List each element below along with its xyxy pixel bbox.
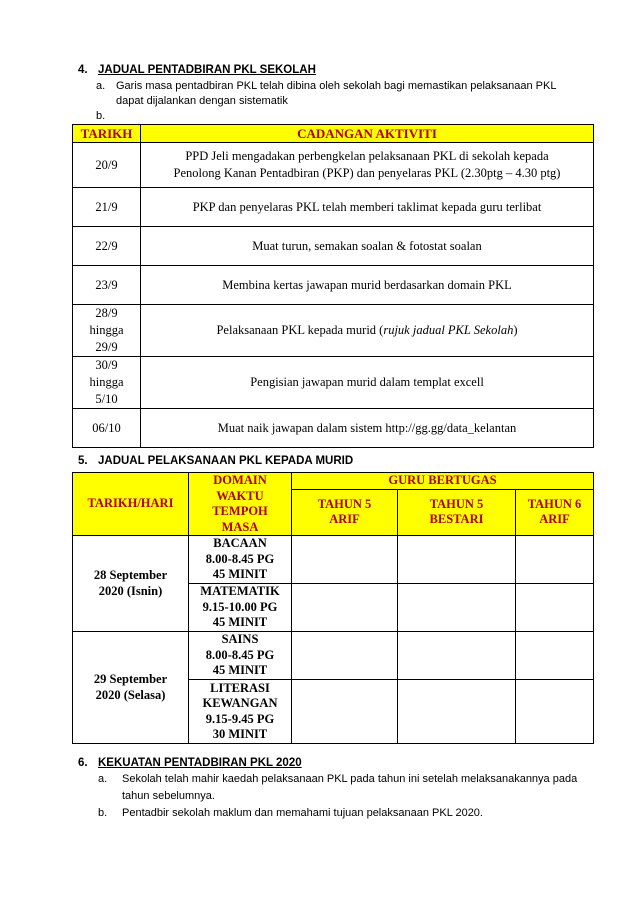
activity-cell: Pengisian jawapan murid dalam templat excell	[141, 357, 594, 409]
session-line: LITERASI	[210, 680, 270, 695]
header-tarikh: TARIKH	[73, 125, 141, 143]
session-line: 45 MINIT	[212, 567, 268, 582]
activity-cell	[141, 305, 594, 357]
date-line: 2020 (Selasa)	[95, 687, 166, 702]
date-line: 29 September	[93, 672, 168, 686]
teacher-cell	[516, 632, 594, 680]
section-6-title: KEKUATAN PENTADBIRAN PKL 2020	[98, 757, 302, 769]
date-cell: 23/9	[73, 266, 141, 305]
session-cell	[189, 680, 292, 744]
item-line: Pentadbir sekolah maklum dan memahami tujuan pelaksanaan PKL 2020.	[122, 807, 483, 819]
table-row	[73, 227, 594, 266]
section-5-heading	[78, 455, 353, 467]
teacher-cell	[292, 632, 398, 680]
teacher-cell	[292, 584, 398, 632]
item-letter: b.	[96, 110, 106, 122]
class-line: TAHUN 6	[527, 496, 582, 511]
session-line: SAINS	[221, 632, 259, 647]
teacher-cell	[516, 680, 594, 744]
item-text: Garis masa pentadbiran PKL telah dibina oleh sekolah bagi memastikan pelaksanaan PKL dapat dijalankan dengan sistematik	[116, 80, 557, 107]
table-row	[73, 357, 594, 409]
section-4-number: 4.	[78, 64, 88, 76]
section-4-title: JADUAL PENTADBIRAN PKL SEKOLAH	[98, 64, 316, 76]
student-schedule-table	[72, 472, 594, 744]
session-line: 45 MINIT	[212, 615, 268, 630]
header-domain	[189, 473, 292, 536]
session-cell	[189, 584, 292, 632]
session-line: 8.00-8.45 PG	[205, 551, 275, 566]
date-line: hingga	[89, 323, 124, 337]
section-4-heading	[78, 64, 316, 76]
session-line: 8.00-8.45 PG	[205, 647, 275, 662]
table-row	[73, 266, 594, 305]
class-line: ARIF	[329, 512, 360, 527]
activity-text: Pelaksanaan PKL kepada murid (	[216, 323, 384, 337]
activity-cell: Membina kertas jawapan murid berdasarkan domain PKL	[141, 266, 594, 305]
header-class	[516, 489, 594, 535]
header-tarikh-hari: TARIKH/HARI	[73, 473, 189, 536]
activity-cell: Muat turun, semakan soalan & fotostat soalan	[141, 227, 594, 266]
date-cell	[73, 305, 141, 357]
teacher-cell	[292, 680, 398, 744]
date-line: 5/10	[95, 392, 118, 406]
session-line: 30 MINIT	[212, 727, 268, 741]
date-line: 30/9	[95, 358, 118, 372]
table-row	[73, 305, 594, 357]
item-line: Sekolah telah mahir kaedah pelaksanaan PKL pada tahun ini setelah melaksanakannya pada	[122, 773, 578, 785]
date-cell: 20/9	[73, 143, 141, 188]
session-cell	[189, 632, 292, 680]
header-line: TEMPOH	[212, 504, 268, 518]
table-row	[73, 143, 594, 188]
section-5-title: JADUAL PELAKSANAAN PKL KEPADA MURID	[98, 455, 354, 467]
activity-cell: PKP dan penyelaras PKL telah memberi taklimat kepada guru terlibat	[141, 188, 594, 227]
date-line: 28/9	[95, 306, 118, 320]
date-cell: 06/10	[73, 409, 141, 448]
section-6-heading	[78, 757, 302, 769]
header-line: MASA	[221, 519, 259, 534]
header-cadangan-aktiviti: CADANGAN AKTIVITI	[141, 125, 594, 143]
teacher-cell	[516, 584, 594, 632]
teacher-cell	[516, 536, 594, 584]
table-row	[73, 188, 594, 227]
session-cell	[189, 536, 292, 584]
item-text	[122, 772, 582, 804]
table-row	[73, 409, 594, 448]
header-guru-bertugas: GURU BERTUGAS	[292, 473, 594, 490]
header-line: DOMAIN	[213, 473, 267, 487]
teacher-cell	[398, 536, 516, 584]
header-class	[292, 489, 398, 535]
class-line: BESTARI	[429, 512, 484, 527]
date-cell: 21/9	[73, 188, 141, 227]
teacher-cell	[398, 632, 516, 680]
activity-italic-text: rujuk jadual PKL Sekolah	[383, 323, 514, 337]
activity-cell	[141, 143, 594, 188]
header-class	[398, 489, 516, 535]
date-cell	[73, 632, 189, 744]
date-line: 28 September	[93, 568, 168, 582]
table-header-row	[73, 125, 594, 143]
session-line: 9.15-9.45 PG	[205, 711, 275, 726]
activity-cell: Muat naik jawapan dalam sistem http://gg.gg/data_kelantan	[141, 409, 594, 448]
section-6-number: 6.	[78, 757, 88, 769]
teacher-cell	[398, 584, 516, 632]
session-line: 45 MINIT	[212, 663, 268, 678]
section-5-number: 5.	[78, 455, 88, 467]
item-letter: a.	[96, 80, 106, 92]
teacher-cell	[398, 680, 516, 744]
class-line: ARIF	[539, 512, 570, 527]
activity-text-end: )	[513, 323, 518, 337]
item-letter: a.	[98, 773, 108, 785]
date-line: 29/9	[95, 340, 118, 354]
date-cell	[73, 536, 189, 632]
session-line: MATEMATIK	[200, 584, 280, 599]
date-line: hingga	[89, 375, 124, 389]
activity-line: Penolong Kanan Pentadbiran (PKP) dan penyelaras PKL (2.30ptg – 4.30 ptg)	[173, 166, 561, 180]
date-cell: 22/9	[73, 227, 141, 266]
item-line: tahun sebelumnya.	[122, 790, 215, 802]
session-line: BACAAN	[213, 536, 267, 551]
item-letter: b.	[98, 807, 108, 819]
class-line: TAHUN 5	[429, 496, 484, 511]
date-cell	[73, 357, 141, 409]
table-header-row	[73, 473, 594, 490]
header-line: WAKTU	[216, 488, 264, 503]
table-row	[73, 632, 594, 680]
class-line: TAHUN 5	[317, 496, 372, 511]
activity-line: PPD Jeli mengadakan perbengkelan pelaksanaan PKL di sekolah kepada	[185, 149, 549, 163]
table-row	[73, 536, 594, 584]
date-line: 2020 (Isnin)	[98, 583, 163, 598]
administration-schedule-table	[72, 124, 594, 448]
session-line: 9.15-10.00 PG	[202, 599, 278, 614]
session-line: KEWANGAN	[202, 696, 278, 710]
teacher-cell	[292, 536, 398, 584]
